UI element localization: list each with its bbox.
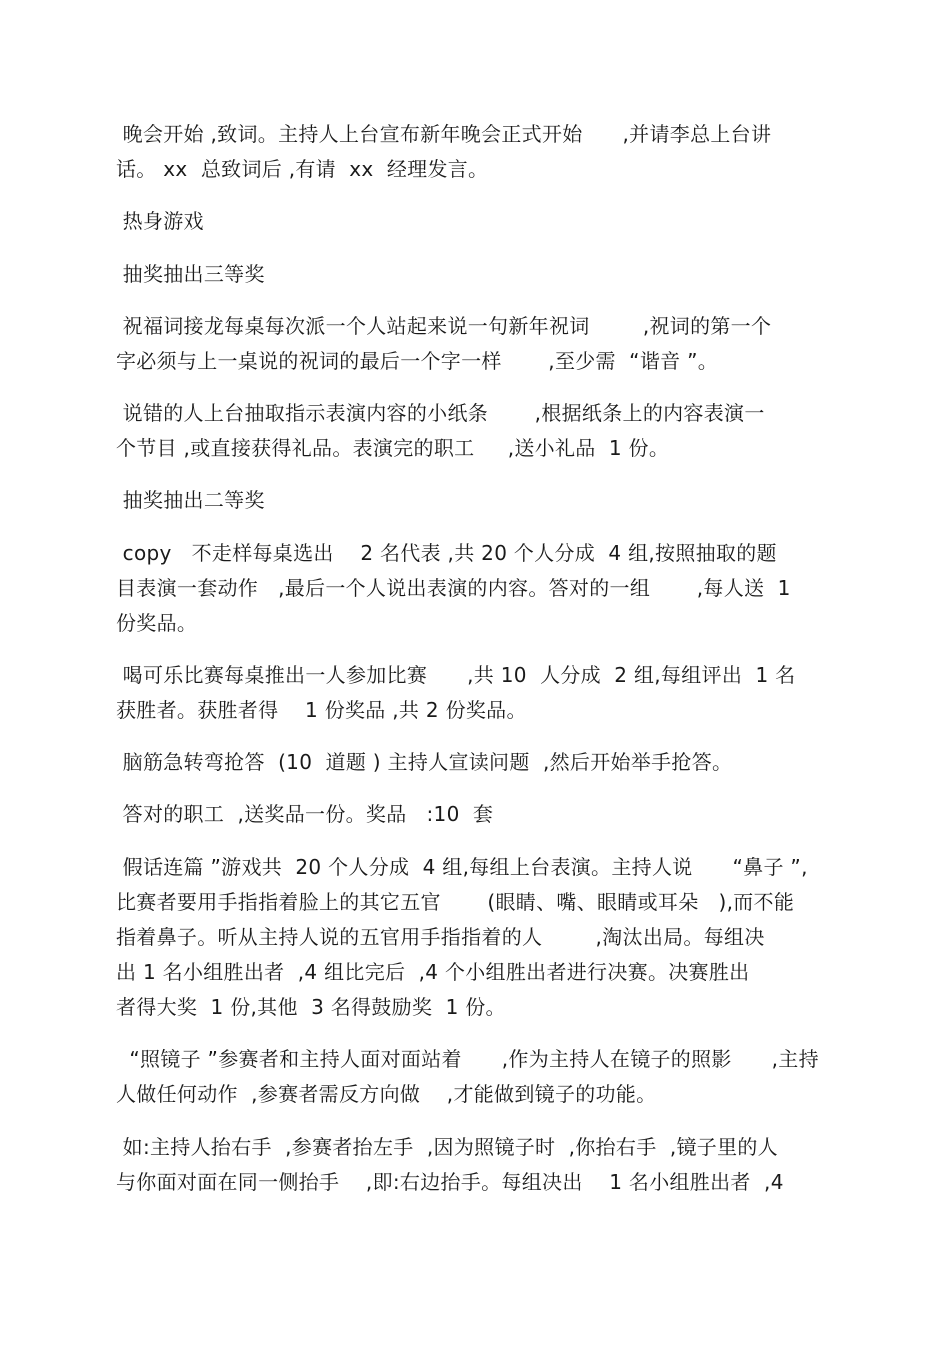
paragraph-6-line-1: 抽奖抽出二等奖 bbox=[116, 488, 265, 512]
paragraph-8-line-1: 喝可乐比赛每桌推出一人参加比赛 ,共 10 人分成 2 组,每组评出 1 名 bbox=[116, 663, 796, 687]
paragraph-13-line-2: 与你面对面在同一侧抬手 ,即:右边抬手。每组决出 1 名小组胜出者 ,4 bbox=[116, 1170, 784, 1194]
paragraph-11-line-3: 指着鼻子。听从主持人说的五官用手指指着的人 ,淘汰出局。每组决 bbox=[116, 925, 765, 949]
paragraph-5-line-2: 个节目 ,或直接获得礼品。表演完的职工 ,送小礼品 1 份。 bbox=[116, 436, 670, 460]
paragraph-4-line-1: 祝福词接龙每桌每次派一个人站起来说一句新年祝词 ,祝词的第一个 bbox=[116, 314, 772, 338]
paragraph-11-line-5: 者得大奖 1 份,其他 3 名得鼓励奖 1 份。 bbox=[116, 995, 506, 1019]
paragraph-12-line-1: “照镜子 ”参赛者和主持人面对面站着 ,作为主持人在镜子的照影 ,主持 bbox=[116, 1047, 819, 1071]
paragraph-11-line-4: 出 1 名小组胜出者 ,4 组比完后 ,4 个小组胜出者进行决赛。决赛胜出 bbox=[116, 960, 750, 984]
paragraph-12-line-2: 人做任何动作 ,参赛者需反方向做 ,才能做到镜子的功能。 bbox=[116, 1082, 657, 1106]
paragraph-3-line-1: 抽奖抽出三等奖 bbox=[116, 262, 265, 286]
paragraph-2-line-1: 热身游戏 bbox=[116, 209, 204, 233]
paragraph-10-line-1: 答对的职工 ,送奖品一份。奖品 :10 套 bbox=[116, 802, 494, 826]
paragraph-7-line-2: 目表演一套动作 ,最后一个人说出表演的内容。答对的一组 ,每人送 1 bbox=[116, 576, 791, 600]
paragraph-8-line-2: 获胜者。获胜者得 1 份奖品 ,共 2 份奖品。 bbox=[116, 698, 527, 722]
paragraph-7-line-3: 份奖品。 bbox=[116, 611, 198, 635]
paragraph-1-line-1: 晚会开始 ,致词。主持人上台宣布新年晚会正式开始 ,并请李总上台讲 bbox=[116, 122, 772, 146]
paragraph-13-line-1: 如:主持人抬右手 ,参赛者抬左手 ,因为照镜子时 ,你抬右手 ,镜子里的人 bbox=[116, 1135, 778, 1159]
paragraph-1-line-2: 话。 xx 总致词后 ,有请 xx 经理发言。 bbox=[116, 157, 489, 181]
paragraph-7-line-1: copy 不走样每桌选出 2 名代表 ,共 20 个人分成 4 组,按照抽取的题 bbox=[116, 541, 777, 565]
paragraph-4-line-2: 字必须与上一桌说的祝词的最后一个字一样 ,至少需 “谐音 ”。 bbox=[116, 349, 719, 373]
paragraph-9-line-1: 脑筋急转弯抢答 (10 道题 ) 主持人宣读问题 ,然后开始举手抢答。 bbox=[116, 750, 733, 774]
paragraph-11-line-1: 假话连篇 ”游戏共 20 个人分成 4 组,每组上台表演。主持人说 “鼻子 ”, bbox=[116, 855, 808, 879]
paragraph-5-line-1: 说错的人上台抽取指示表演内容的小纸条 ,根据纸条上的内容表演一 bbox=[116, 401, 765, 425]
paragraph-11-line-2: 比赛者要用手指指着脸上的其它五官 (眼睛、嘴、眼睛或耳朵 ),而不能 bbox=[116, 890, 795, 914]
